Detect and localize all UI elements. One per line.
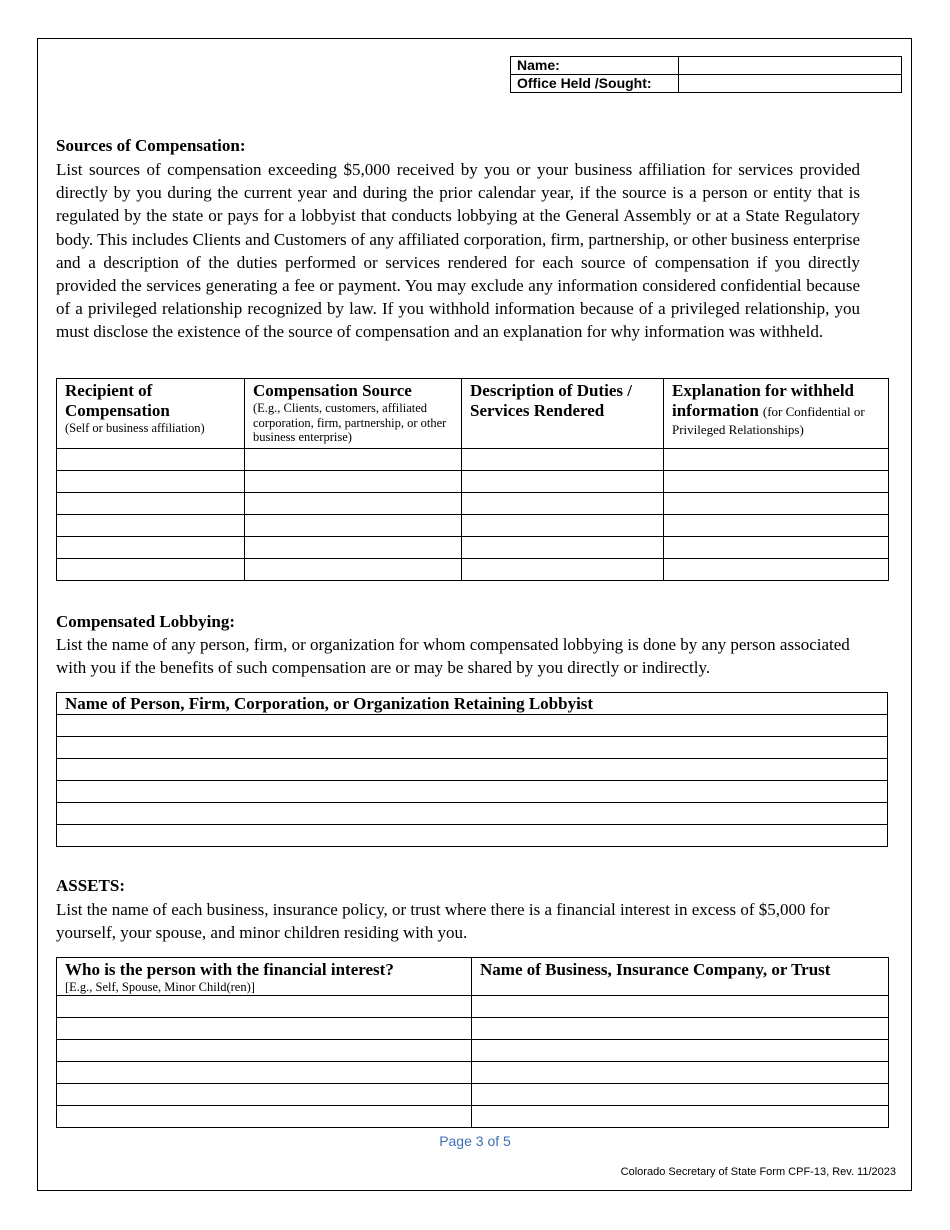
col-explanation-sub: (for Confidential or Privileged Relationships) xyxy=(672,404,865,437)
col-business-title: Name of Business, Insurance Company, or Trust xyxy=(480,960,831,979)
cell-input[interactable] xyxy=(57,803,888,825)
table-row xyxy=(57,781,888,803)
col-source xyxy=(245,379,462,449)
col-recipient-sub: (Self or business affiliation) xyxy=(65,421,205,435)
table-row xyxy=(57,471,889,493)
name-label: Name: xyxy=(511,57,679,75)
col-recipient xyxy=(57,379,245,449)
form-identifier: Colorado Secretary of State Form CPF-13, Rev. 11/2023 xyxy=(620,1166,896,1178)
cell-input[interactable] xyxy=(57,781,888,803)
lobbying-title: Compensated Lobbying: xyxy=(56,612,236,631)
col-source-sub: (E.g., Clients, customers, affiliated corporation, firm, partnership, or other business enterprise) xyxy=(253,401,447,444)
cell-input[interactable] xyxy=(664,559,889,581)
table-row xyxy=(57,493,889,515)
cell-input[interactable] xyxy=(472,1106,889,1128)
col-person-title: Who is the person with the financial interest? xyxy=(65,960,394,979)
cell-input[interactable] xyxy=(472,996,889,1018)
col-duties-title: Description of Duties / Services Rendered xyxy=(470,381,632,420)
cell-input[interactable] xyxy=(57,1018,472,1040)
cell-input[interactable] xyxy=(462,537,664,559)
cell-input[interactable] xyxy=(57,825,888,847)
cell-input[interactable] xyxy=(57,1084,472,1106)
cell-input[interactable] xyxy=(57,515,245,537)
cell-input[interactable] xyxy=(57,471,245,493)
office-label: Office Held /Sought: xyxy=(511,75,679,93)
table-row xyxy=(57,449,889,471)
table-row xyxy=(57,537,889,559)
table-row xyxy=(57,515,889,537)
table-row xyxy=(57,803,888,825)
cell-input[interactable] xyxy=(57,759,888,781)
cell-input[interactable] xyxy=(664,537,889,559)
cell-input[interactable] xyxy=(57,537,245,559)
table-row xyxy=(57,996,889,1018)
cell-input[interactable] xyxy=(462,559,664,581)
col-explanation xyxy=(664,379,889,449)
cell-input[interactable] xyxy=(664,493,889,515)
cell-input[interactable] xyxy=(472,1018,889,1040)
table-row xyxy=(57,1106,889,1128)
cell-input[interactable] xyxy=(57,1062,472,1084)
table-row xyxy=(57,559,889,581)
col-recipient-title: Recipient of Compensation xyxy=(65,381,170,420)
header-identity-table xyxy=(510,56,902,93)
col-person xyxy=(57,958,472,996)
lobbying-header-row xyxy=(57,693,888,715)
col-lobbyist-name-title: Name of Person, Firm, Corporation, or Organization Retaining Lobbyist xyxy=(65,694,594,713)
name-field[interactable] xyxy=(679,57,902,75)
cell-input[interactable] xyxy=(472,1062,889,1084)
table-row xyxy=(57,737,888,759)
col-person-sub: [E.g., Self, Spouse, Minor Child(ren)] xyxy=(65,980,255,994)
office-row xyxy=(511,75,902,93)
cell-input[interactable] xyxy=(245,471,462,493)
cell-input[interactable] xyxy=(57,1106,472,1128)
name-row xyxy=(511,57,902,75)
cell-input[interactable] xyxy=(57,737,888,759)
cell-input[interactable] xyxy=(57,996,472,1018)
cell-input[interactable] xyxy=(462,493,664,515)
table-row xyxy=(57,1062,889,1084)
cell-input[interactable] xyxy=(462,515,664,537)
table-row xyxy=(57,1084,889,1106)
cell-input[interactable] xyxy=(472,1040,889,1062)
lobbying-table xyxy=(56,692,888,847)
sources-table xyxy=(56,378,889,581)
cell-input[interactable] xyxy=(57,715,888,737)
cell-input[interactable] xyxy=(245,559,462,581)
office-field[interactable] xyxy=(679,75,902,93)
cell-input[interactable] xyxy=(664,471,889,493)
cell-input[interactable] xyxy=(664,515,889,537)
cell-input[interactable] xyxy=(245,537,462,559)
cell-input[interactable] xyxy=(245,449,462,471)
assets-title: ASSETS: xyxy=(56,876,125,895)
cell-input[interactable] xyxy=(462,449,664,471)
cell-input[interactable] xyxy=(245,515,462,537)
assets-paragraph: List the name of each business, insurance policy, or trust where there is a financial interest in excess of $5,000 for yourself, your spouse, and minor children residing with you. xyxy=(56,900,830,943)
col-lobbyist-name xyxy=(57,693,888,715)
cell-input[interactable] xyxy=(57,493,245,515)
assets-header-row xyxy=(57,958,889,996)
col-business xyxy=(472,958,889,996)
cell-input[interactable] xyxy=(245,493,462,515)
page-number: Page 3 of 5 xyxy=(439,1133,511,1149)
col-duties xyxy=(462,379,664,449)
sources-title: Sources of Compensation: xyxy=(56,136,246,155)
table-row xyxy=(57,1018,889,1040)
table-row xyxy=(57,825,888,847)
assets-table xyxy=(56,957,889,1128)
col-explanation-title: Explanation for withheld information xyxy=(672,381,855,420)
sources-paragraph: List sources of compensation exceeding $5,000 received by you or your business affiliation for services provided directly by you during the current year and during the prior calendar year, if the source is a person or entity that is regulated by the state or pays for a lobbyist that conducts lobbying at the General Assembly or at a State Regulatory body. This includes Clients and Customers of any affiliated corporation, firm, partnership, or other business enterprise and a description of the duties performed or services rendered for each source of compensation if you directly provided the services generating a fee or payment. You may exclude any information considered confidential because of a privileged relationship recognized by law. If you withhold information because of a privileged relationship, you must disclose the existence of the source of compensation and an explanation for why information was withheld. xyxy=(56,160,860,342)
lobbying-paragraph: List the name of any person, firm, or organization for whom compensated lobbying is done by any person associated with you if the benefits of such compensation are or may be shared by you directly or indirectly. xyxy=(56,635,850,678)
cell-input[interactable] xyxy=(57,559,245,581)
cell-input[interactable] xyxy=(57,1040,472,1062)
cell-input[interactable] xyxy=(462,471,664,493)
cell-input[interactable] xyxy=(57,449,245,471)
cell-input[interactable] xyxy=(664,449,889,471)
sources-header-row xyxy=(57,379,889,449)
table-row xyxy=(57,759,888,781)
cell-input[interactable] xyxy=(472,1084,889,1106)
table-row xyxy=(57,1040,889,1062)
table-row xyxy=(57,715,888,737)
col-source-title: Compensation Source xyxy=(253,381,412,400)
